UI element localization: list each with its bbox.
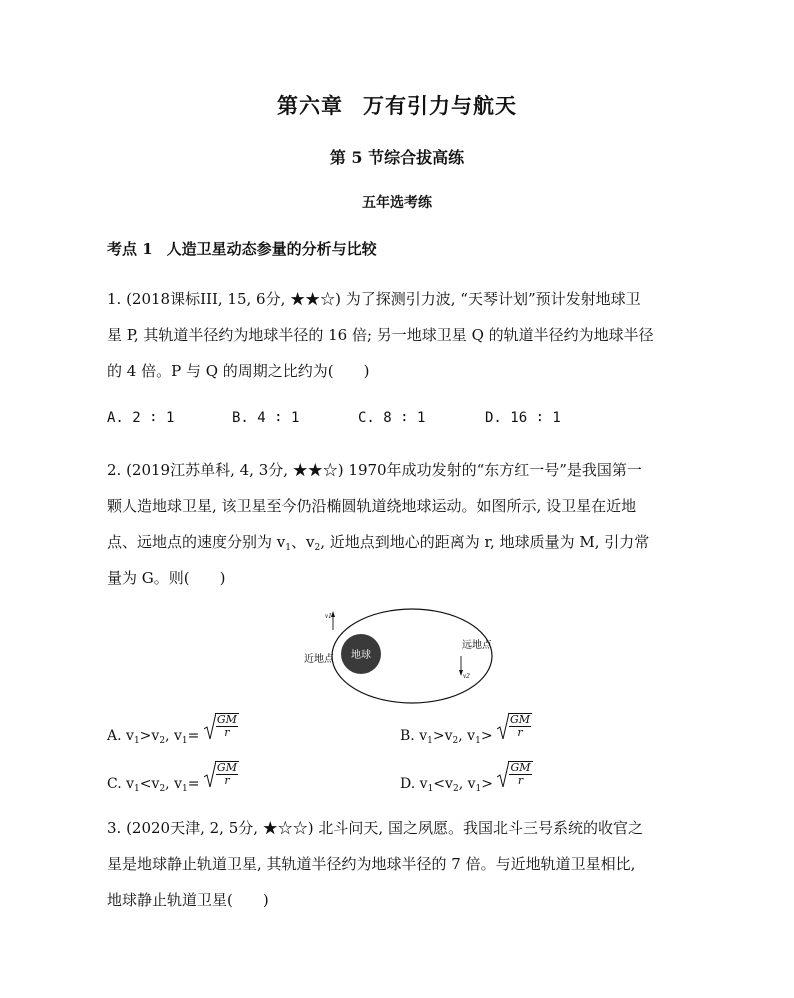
frac-num: GM bbox=[510, 761, 531, 774]
q2-option-a bbox=[107, 712, 239, 746]
q2-close-paren: ) bbox=[219, 569, 226, 587]
q2-line3-post: , 近地点到地心的距离为 r, 地球质量为 M, 引力常 bbox=[320, 533, 650, 551]
q2-line3-sub1: 1 bbox=[285, 543, 291, 553]
opt-rel: < bbox=[433, 776, 446, 792]
opt-sub: 2 bbox=[452, 736, 459, 746]
opt-v: v bbox=[151, 728, 160, 744]
opt-sep: , bbox=[458, 776, 468, 792]
frac-num: GM bbox=[216, 761, 237, 774]
q3-line3 bbox=[107, 889, 269, 910]
sqrt-expression bbox=[204, 760, 239, 788]
frac-den: r bbox=[517, 726, 523, 739]
opt-v: v bbox=[419, 776, 428, 792]
opt-sep: , bbox=[165, 728, 174, 744]
opt-sub: 2 bbox=[159, 736, 166, 746]
opt-sub: 2 bbox=[452, 784, 459, 794]
q1-option-b: B. 4 ∶ 1 bbox=[232, 410, 300, 426]
topic-label: 考点 1 bbox=[107, 240, 153, 258]
opt-sep: , bbox=[165, 776, 175, 792]
opt-v: v bbox=[445, 776, 453, 792]
q2-line4 bbox=[107, 567, 225, 588]
opt-v: v bbox=[174, 776, 182, 792]
topic-heading bbox=[107, 238, 377, 259]
opt-v: v bbox=[467, 776, 476, 792]
opt-sub: 1 bbox=[427, 784, 434, 794]
q2-line4-pre: 量为 G。则( bbox=[107, 569, 190, 587]
v1-label: v1 bbox=[325, 612, 332, 620]
frac-num: GM bbox=[510, 713, 531, 726]
option-letter: A. bbox=[107, 728, 122, 744]
earth-label: 地球 bbox=[351, 650, 371, 661]
opt-v: v bbox=[126, 728, 134, 744]
q1-line2: 星 P, 其轨道半径约为地球半径的 16 倍; 另一地球卫星 Q 的轨道半径约为地球半径 bbox=[107, 326, 654, 344]
chapter-heading bbox=[0, 90, 794, 120]
q2-line3 bbox=[107, 531, 649, 553]
opt-sub: 1 bbox=[134, 784, 140, 794]
q1-line3 bbox=[107, 360, 370, 381]
q1-option-d: D. 16 ∶ 1 bbox=[485, 410, 561, 426]
perigee-label: 近地点 bbox=[304, 654, 334, 665]
frac-den: r bbox=[517, 774, 524, 787]
sqrt-expression bbox=[497, 760, 532, 788]
q2-line3-pre: 点、远地点的速度分别为 v bbox=[107, 533, 286, 551]
opt-rel: = bbox=[187, 728, 200, 744]
frac-den: r bbox=[224, 774, 230, 787]
q2-option-b bbox=[400, 712, 532, 746]
frac-den: r bbox=[224, 726, 230, 739]
q3-line3-pre: 地球静止轨道卫星( bbox=[107, 891, 233, 909]
q1-line1: 1. (2018课标III, 15, 6分, ★★☆) 为了探测引力波, “天琴计划”预计发射地球卫 bbox=[107, 290, 641, 308]
opt-rel: = bbox=[187, 776, 200, 792]
opt-v: v bbox=[444, 728, 453, 744]
opt-sub: 2 bbox=[159, 784, 166, 794]
q3-close-paren: ) bbox=[262, 891, 269, 909]
option-letter: C. bbox=[107, 776, 122, 792]
orbit-figure bbox=[300, 606, 510, 710]
opt-sub: 1 bbox=[475, 784, 482, 794]
opt-sub: 1 bbox=[475, 736, 481, 746]
q1-option-c: C. 8 ∶ 1 bbox=[358, 410, 426, 426]
sqrt-expression bbox=[204, 712, 239, 740]
part-title: 五年选考练 bbox=[362, 195, 432, 211]
opt-v: v bbox=[467, 728, 476, 744]
q3-line2: 星是地球静止轨道卫星, 其轨道半径约为地球半径的 7 倍。与近地轨道卫星相比, bbox=[107, 855, 636, 873]
opt-v: v bbox=[173, 728, 182, 744]
opt-rel: > bbox=[480, 728, 493, 744]
q2-option-d bbox=[400, 760, 533, 794]
q1-stem-end: 的 4 倍。P 与 Q 的周期之比约为( bbox=[107, 362, 334, 380]
opt-rel: > bbox=[432, 728, 445, 744]
opt-sub: 1 bbox=[181, 736, 188, 746]
opt-rel: > bbox=[139, 728, 152, 744]
chapter-title: 第六章 bbox=[277, 93, 343, 118]
option-letter: D. bbox=[400, 776, 416, 792]
opt-v: v bbox=[419, 728, 428, 744]
opt-sub: 1 bbox=[133, 736, 140, 746]
opt-v: v bbox=[151, 776, 160, 792]
q1-close-paren: ) bbox=[363, 362, 370, 380]
option-letter: B. bbox=[400, 728, 415, 744]
apogee-label: 远地点 bbox=[462, 640, 492, 651]
sqrt-expression bbox=[497, 712, 532, 740]
q3-line1: 3. (2020天津, 2, 5分, ★☆☆) 北斗问天, 国之夙愿。我国北斗三号系统的收官之 bbox=[107, 819, 643, 837]
opt-rel: > bbox=[481, 776, 493, 792]
chapter-subtitle: 万有引力与航天 bbox=[363, 93, 517, 118]
q1-option-a: A. 2 ∶ 1 bbox=[107, 410, 175, 426]
section-title: 第 5 节综合拔高练 bbox=[329, 148, 465, 167]
topic-title: 人造卫星动态参量的分析与比较 bbox=[166, 240, 377, 258]
q2-line3-mid: 、v bbox=[290, 533, 315, 551]
frac-num: GM bbox=[216, 713, 237, 726]
q2-option-c bbox=[107, 760, 239, 794]
opt-sub: 1 bbox=[427, 736, 433, 746]
q2-line1: 2. (2019江苏单科, 4, 3分, ★★☆) 1970年成功发射的“东方红一号”是我国第一 bbox=[107, 461, 642, 479]
opt-sub: 1 bbox=[182, 784, 188, 794]
opt-rel: < bbox=[139, 776, 152, 792]
v2-label: v2 bbox=[463, 672, 470, 680]
opt-v: v bbox=[126, 776, 135, 792]
q2-line3-sub2: 2 bbox=[314, 543, 321, 553]
opt-sep: , bbox=[458, 728, 468, 744]
q2-line2: 颗人造地球卫星, 该卫星至今仍沿椭圆轨道绕地球运动。如图所示, 设卫星在近地 bbox=[107, 497, 637, 515]
